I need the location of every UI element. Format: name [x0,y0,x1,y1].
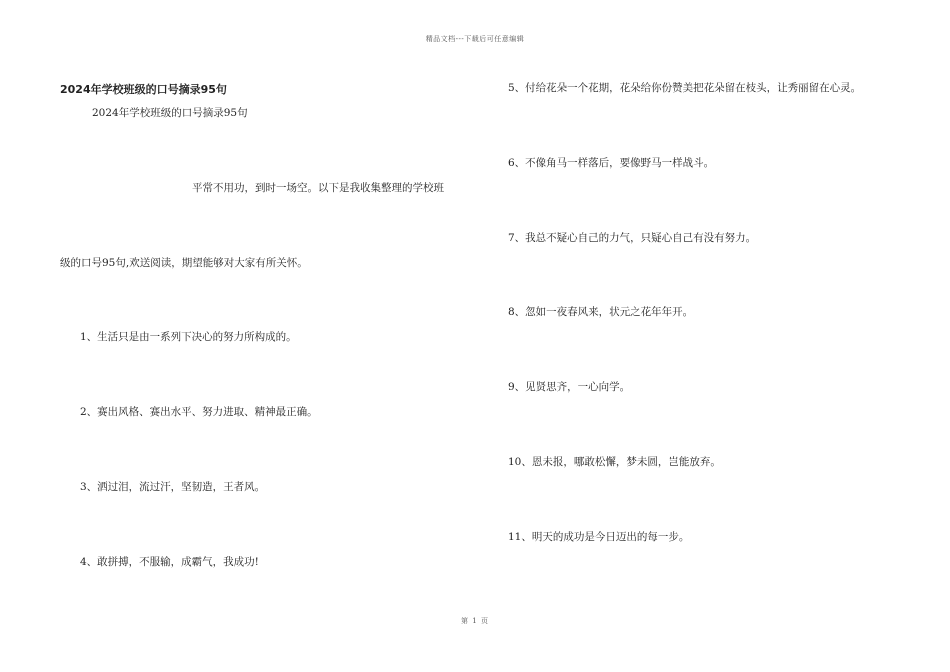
intro-line-2: 级的口号95句,欢送阅读，期望能够对大家有所关怀。 [60,257,308,269]
list-item: 5、付给花朵一个花期，花朵给你份赞美把花朵留在枝头，让秀丽留在心灵。 [508,82,862,94]
page-header-note: 精品文档---下载后可任意编辑 [425,35,525,43]
document-title: 2024年学校班级的口号摘录95句 [60,83,227,96]
list-item: 2、赛出风格、赛出水平、努力进取、精神最正确。 [80,406,318,418]
list-item: 3、洒过泪，流过汗，坚韧造，王者风。 [80,481,266,493]
intro-line-1: 平常不用功，到时一场空。以下是我收集整理的学校班 [192,182,444,194]
list-item: 1、生活只是由一系列下决心的努力所构成的。 [80,331,297,343]
list-item: 10、恩未报，哪敢松懈，梦未圆，岂能放弃。 [508,456,721,468]
page-number: 第 1 页 [461,617,489,625]
list-item: 6、不像角马一样落后，要像野马一样战斗。 [508,157,715,169]
list-item: 4、敢拼搏，不服输，成霸气，我成功! [80,556,259,568]
list-item: 8、忽如一夜春风来，状元之花年年开。 [508,306,694,318]
list-item: 11、明天的成功是今日迈出的每一步。 [508,531,690,543]
list-item: 7、我总不疑心自己的力气，只疑心自己有没有努力。 [508,232,757,244]
document-subtitle: 2024年学校班级的口号摘录95句 [92,107,248,119]
list-item: 9、见贤思齐，一心向学。 [508,381,631,393]
